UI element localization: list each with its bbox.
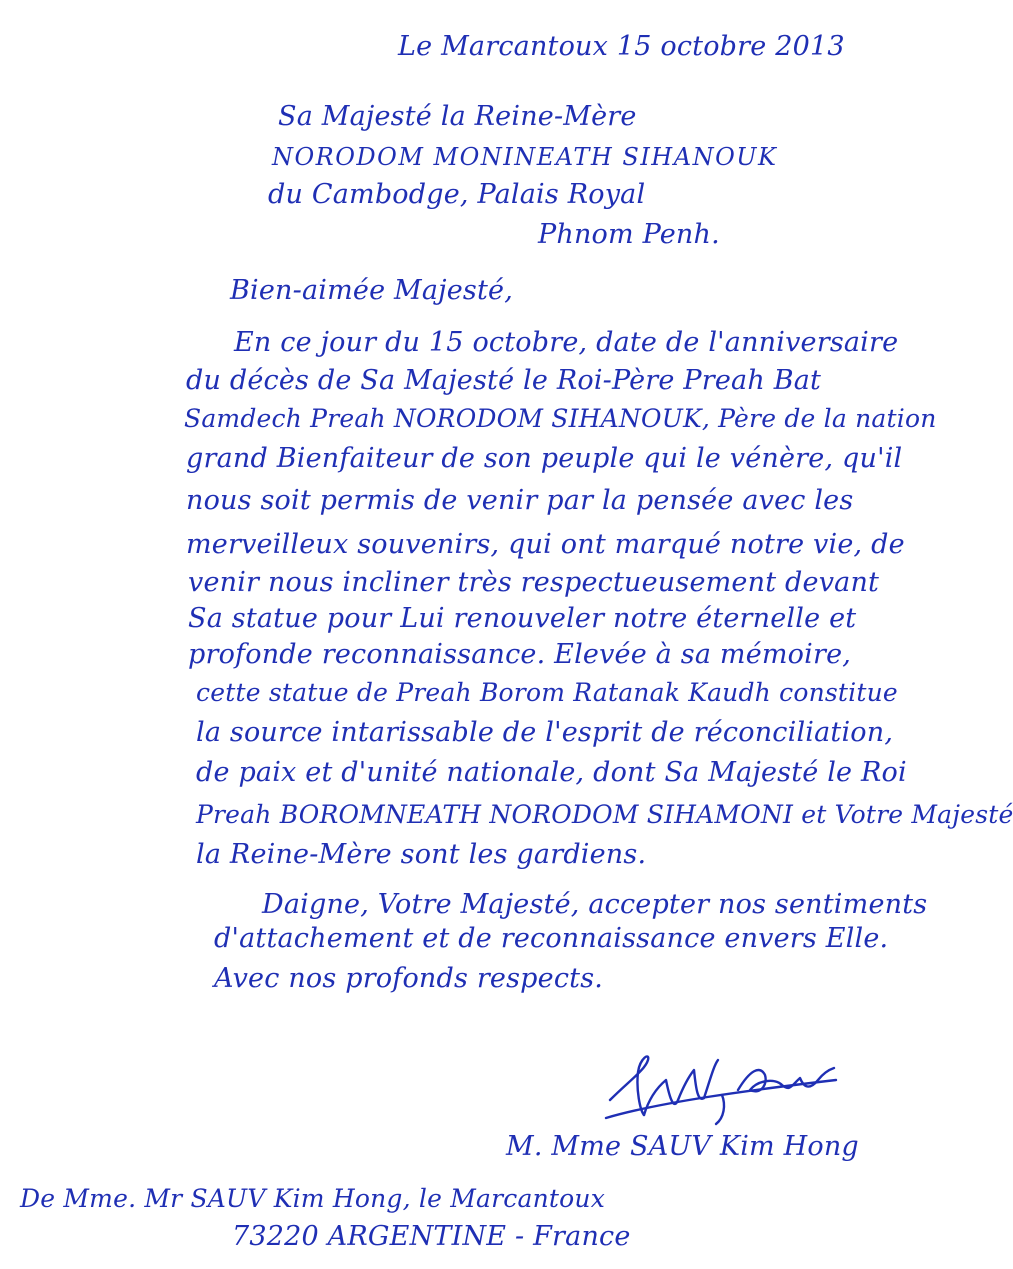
body-line: du décès de Sa Majesté le Roi-Père Preah Bat	[186, 365, 822, 396]
body-line: grand Bienfaiteur de son peuple qui le vénère, qu'il	[186, 443, 903, 474]
sender-line-2: 73220 ARGENTINE - France	[232, 1221, 631, 1252]
sender-line-1: De Mme. Mr SAUV Kim Hong, le Marcantoux	[20, 1184, 605, 1213]
closing-line: Avec nos profonds respects.	[214, 963, 604, 994]
salutation: Bien-aimée Majesté,	[230, 275, 514, 306]
body-line: la source intarissable de l'esprit de réconciliation,	[196, 717, 894, 748]
body-line: cette statue de Preah Borom Ratanak Kaudh constitue	[196, 678, 898, 707]
body-line: de paix et d'unité nationale, dont Sa Majesté le Roi	[196, 757, 907, 788]
handwritten-signature	[600, 1040, 840, 1130]
body-line: En ce jour du 15 octobre, date de l'anniversaire	[234, 327, 899, 358]
recipient-line-2: NORODOM MONINEATH SIHANOUK	[272, 143, 778, 171]
recipient-line-3: du Cambodge, Palais Royal	[268, 179, 646, 210]
closing-line: Daigne, Votre Majesté, accepter nos sentiments	[262, 889, 928, 920]
recipient-line-4: Phnom Penh.	[538, 219, 720, 250]
date-line: Le Marcantoux 15 octobre 2013	[398, 31, 845, 62]
body-line: venir nous incliner très respectueusement devant	[188, 567, 880, 598]
recipient-line-1: Sa Majesté la Reine-Mère	[278, 101, 637, 132]
body-line: Samdech Preah NORODOM SIHANOUK, Père de la nation	[184, 404, 937, 433]
body-line: Sa statue pour Lui renouveler notre éternelle et	[188, 603, 857, 634]
body-line: nous soit permis de venir par la pensée avec les	[186, 485, 854, 516]
body-line: merveilleux souvenirs, qui ont marqué notre vie, de	[186, 529, 905, 560]
body-line: profonde reconnaissance. Elevée à sa mémoire,	[188, 639, 852, 670]
body-line: Preah BOROMNEATH NORODOM SIHAMONI et Votre Majesté	[196, 800, 1013, 829]
signature-name: M. Mme SAUV Kim Hong	[506, 1131, 859, 1162]
body-line: la Reine-Mère sont les gardiens.	[196, 839, 647, 870]
closing-line: d'attachement et de reconnaissance envers Elle.	[214, 923, 889, 954]
